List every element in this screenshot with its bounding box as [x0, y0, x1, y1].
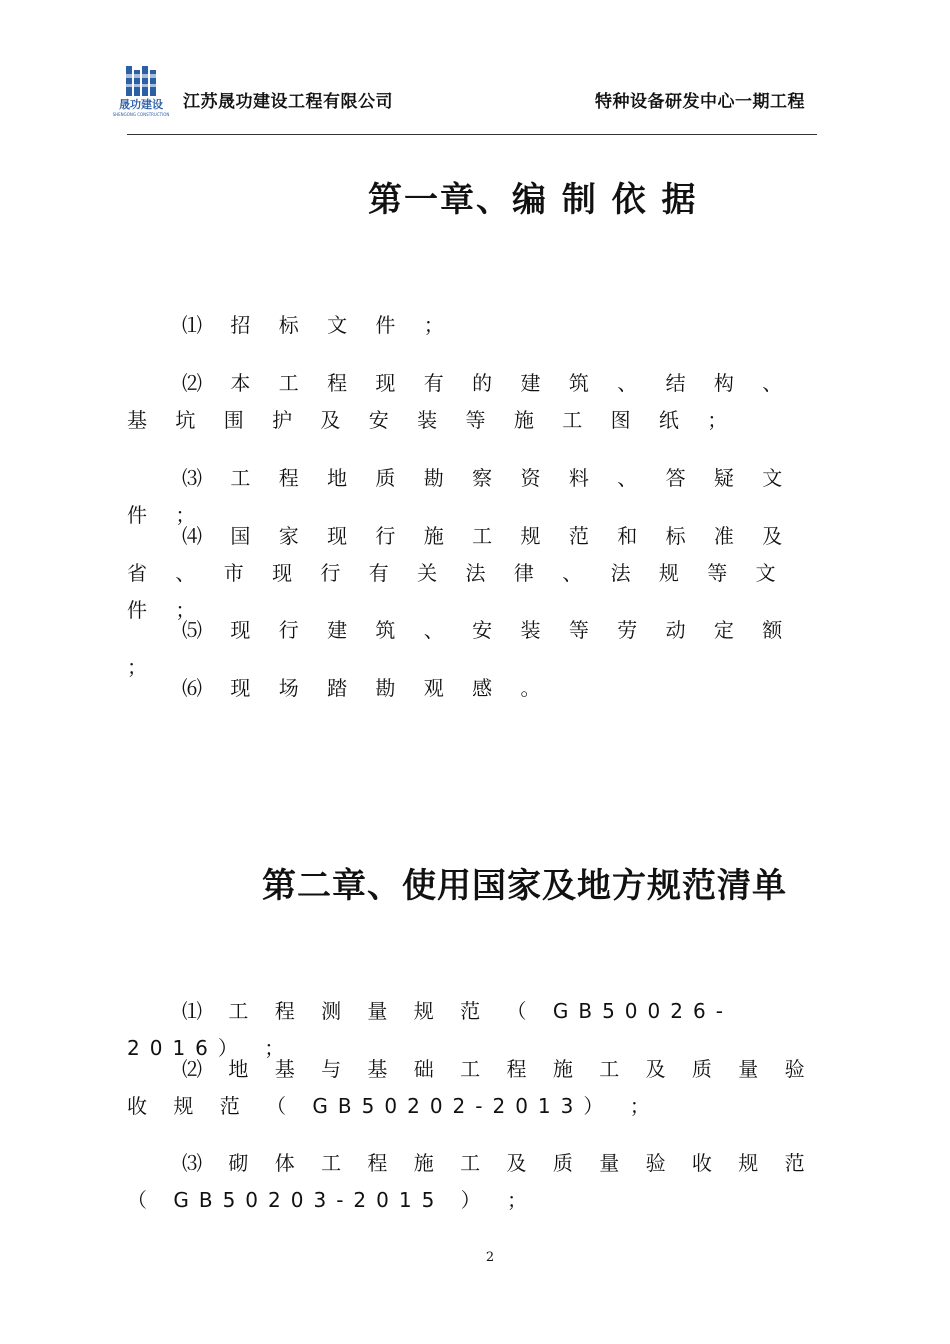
company-logo-icon: [112, 64, 170, 118]
company-logo: [112, 64, 170, 118]
chapter2-item-3: ⑶ 砌 体 工 程 施 工 及 质 量 验 收 规 范 （ GB50203-2015 ） ；: [127, 1151, 815, 1212]
chapter2-item-2: ⑵ 地 基 与 基 础 工 程 施 工 及 质 量 验 收 规 范 （ GB50202-2013） ；: [127, 1057, 815, 1118]
logo-text: 晟功建设: [119, 98, 163, 111]
chapter1-item-4: ⑷ 国 家 现 行 施 工 规 范 和 标 准 及 省 、 市 现 行 有 关 法 律 、 法 规 等 文 件 ；: [127, 524, 794, 622]
chapter1-item-3: ⑶ 工 程 地 质 勘 察 资 料 、 答 疑 文 件 ；: [127, 466, 794, 527]
page-number: 2: [485, 1250, 495, 1265]
chapter1-item-6: ⑹ 现 场 踏 勘 观 感 。: [182, 676, 552, 700]
chapter1-title: 第一章、编 制 依 据: [368, 180, 698, 220]
chapter1-item-2: ⑵ 本 工 程 现 有 的 建 筑 、 结 构 、 基 坑 围 护 及 安 装 等 施 工 图 纸 ；: [127, 371, 794, 432]
chapter1-item-1: ⑴ 招 标 文 件 ；: [182, 313, 455, 337]
chapter2-title: 第二章、使用国家及地方规范清单: [262, 866, 787, 906]
chapter2-item-1: ⑴ 工 程 测 量 规 范 （ GB50026-2016） ；: [127, 999, 733, 1060]
logo-subtext: SHENGONG CONSTRUCTION: [112, 112, 170, 117]
chapter1-item-5: ⑸ 现 行 建 筑 、 安 装 等 劳 动 定 额 ；: [127, 618, 794, 679]
header-divider: [127, 134, 817, 135]
header-project: 特种设备研发中心一期工程: [595, 92, 805, 112]
header-company: 江苏晟功建设工程有限公司: [183, 92, 393, 112]
